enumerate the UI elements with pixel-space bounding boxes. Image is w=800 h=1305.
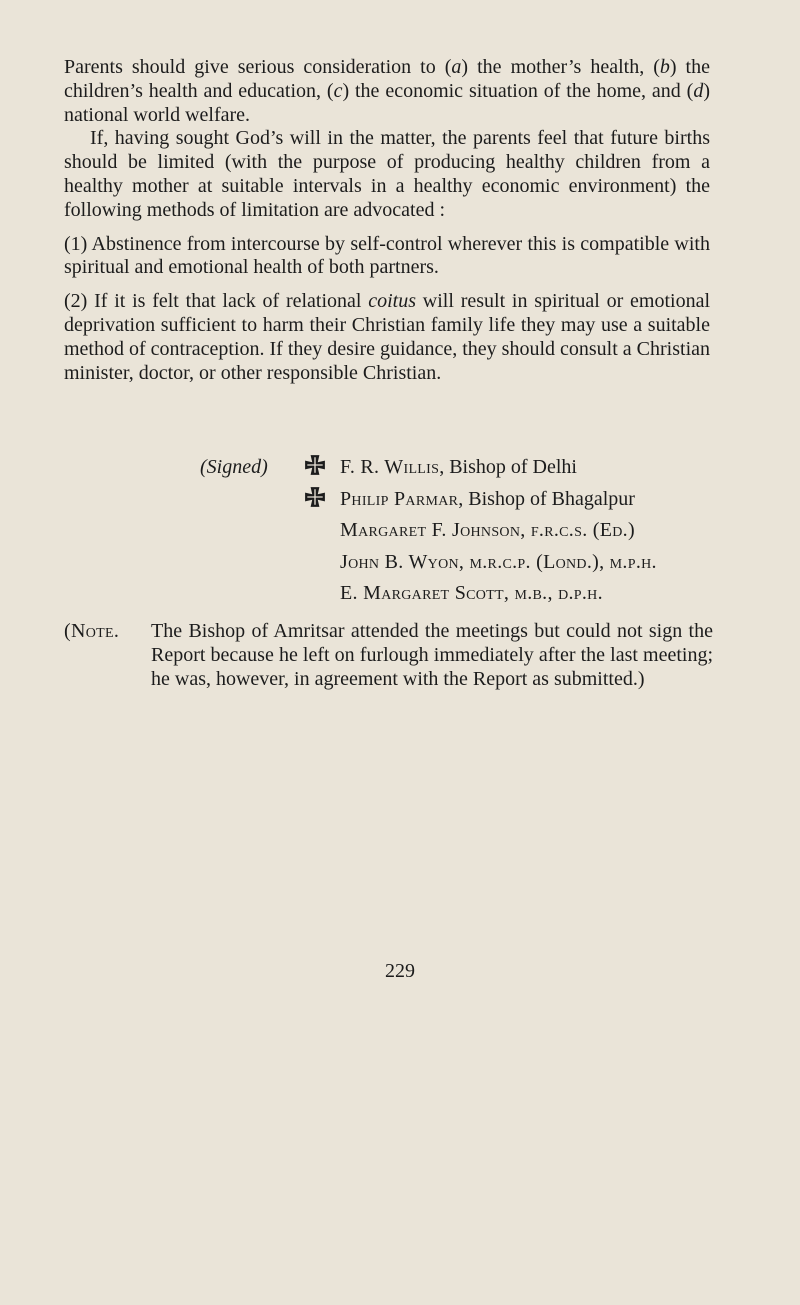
signatory-detail: , Bishop of Bhagalpur xyxy=(458,487,635,510)
signatory-entry xyxy=(340,484,635,516)
text-run: Parents should give serious consideration to ( xyxy=(64,56,452,78)
page-number: 229 xyxy=(385,960,415,982)
signatory-name: Philip Parmar xyxy=(340,487,459,510)
paragraph-limitation: If, having sought God’s will in the matter, the parents feel that future births should be limited (with the purpose of producing healthy children from a healthy mother at suitable intervals in a healthy economic environment) the following methods of limitation are advocated : xyxy=(64,127,710,221)
signature-block xyxy=(64,452,724,610)
note-text: The Bishop of Amritsar attended the meetings but could not sign the Report because he left on furlough immediately after the last meeting; he was, however, in agreement with the Report as submitted.) xyxy=(151,620,713,690)
signatory-detail: , m.r.c.p. (Lond.), m.p.h. xyxy=(458,550,657,573)
signatory-entry xyxy=(340,452,577,484)
signatory-name: Margaret F. Johnson xyxy=(340,519,521,541)
signatory-row xyxy=(64,484,724,516)
italic-letter: a xyxy=(451,56,462,78)
signed-label: (Signed) xyxy=(200,456,268,478)
text-run: will result in spiritual or emotional deprivation sufficient to harm their Christian family life they may use a suitable method of contraception. If they desire guidance, they should consult a Christian minister, doctor, or other responsible Christian. xyxy=(64,290,710,384)
text-run: ) the children’s health and education, ( xyxy=(64,56,710,102)
body-text xyxy=(64,56,710,385)
text-run: ) national world welfare. xyxy=(64,79,710,126)
signatory-row xyxy=(64,578,724,610)
signatory-name: E. Margaret Scott xyxy=(340,582,504,604)
italic-letter: b xyxy=(659,56,670,78)
italic-letter: c xyxy=(333,79,343,102)
signatory-detail: , f.r.c.s. (Ed.) xyxy=(520,519,635,541)
note-label: (Note. xyxy=(64,620,120,642)
signatory-detail: , Bishop of Delhi xyxy=(439,456,577,478)
signatory-entry xyxy=(340,515,635,547)
signatory-entry xyxy=(340,547,657,579)
italic-word: coitus xyxy=(368,290,417,313)
paragraph-method-1: (1) Abstinence from intercourse by self-control wherever this is compatible with spiritual and emotional health of both partners. xyxy=(64,232,710,279)
text-run: (2) If it is felt that lack of relational xyxy=(64,290,369,313)
signatory-detail: , m.b., d.p.h. xyxy=(503,582,603,604)
signatory-name: John B. Wyon xyxy=(340,550,459,573)
paragraph-method-2 xyxy=(64,290,710,385)
text-run: ) the mother’s health, ( xyxy=(461,56,660,78)
signatory-row xyxy=(64,515,724,547)
signatory-entry xyxy=(340,578,603,610)
signatory-row xyxy=(64,547,724,579)
cross-pattee-icon xyxy=(304,486,326,508)
text-run: ) the economic situation of the home, and ( xyxy=(342,79,694,102)
italic-letter: d xyxy=(693,79,704,102)
cross-pattee-icon xyxy=(304,454,326,476)
signatory-row xyxy=(64,452,724,484)
signatory-name: F. R. Willis xyxy=(340,456,440,478)
paragraph-considerations xyxy=(64,56,710,127)
